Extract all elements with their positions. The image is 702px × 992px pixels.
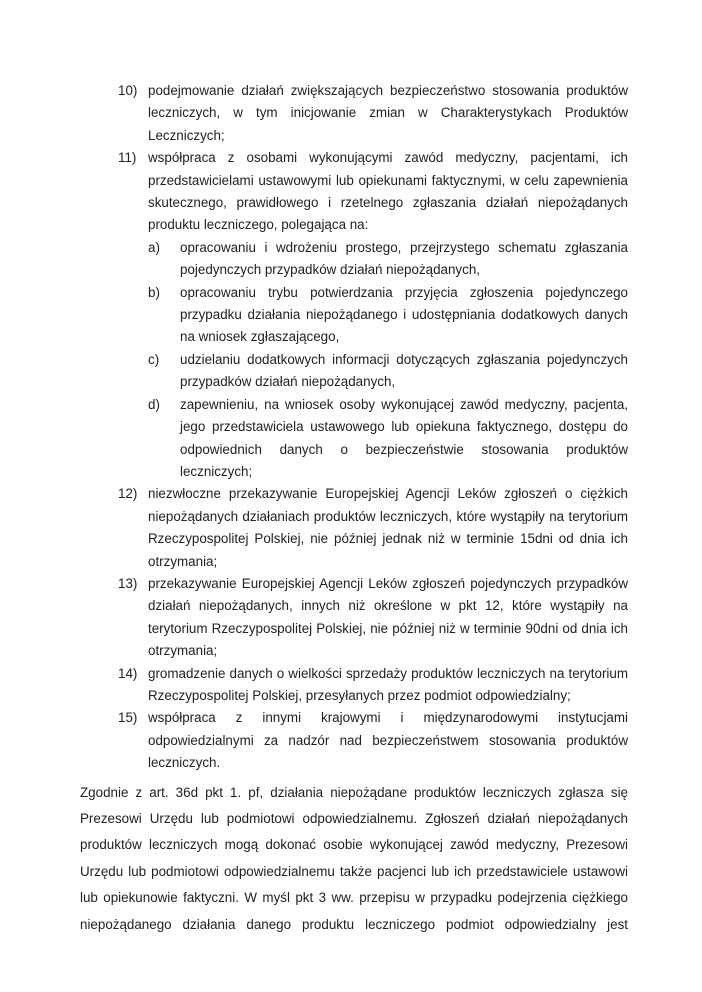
list-item-11-marker: 11) — [118, 150, 137, 166]
list-item-14-marker: 14) — [118, 665, 138, 681]
list-item-12-marker: 12) — [118, 486, 138, 502]
sub-item-a-text: opracowaniu i wdrożeniu prostego, przejrzystego schematu zgłaszania pojedynczych przypadków działań niepożądanych, — [180, 239, 628, 278]
list-item-10 — [80, 80, 628, 147]
list-item-12-text: niezwłoczne przekazywanie Europejskiej Agencji Leków zgłoszeń o ciężkich niepożądanych działaniach produktów leczniczych, które wystąpiły na terytorium Rzeczypospolitej Polskiej, nie później jednak niż w terminie 15dni od dnia ich otrzymania; — [148, 486, 628, 569]
list-item-10-marker: 10) — [118, 83, 138, 98]
sub-item-d — [80, 394, 628, 484]
list-item-11-text: współpraca z osobami wykonującymi zawód medyczny, pacjentami, ich przedstawicielami ustawowymi lub opiekunami faktycznymi, w celu zapewnienia skutecznego, prawidłowego i rzetelnego zgłaszania działań niepożądanych produktu leczniczego, polegająca na: — [148, 150, 628, 233]
sub-item-c-marker: c) — [148, 351, 160, 367]
sub-item-b — [80, 282, 628, 349]
list-item-12 — [80, 483, 628, 573]
sub-item-d-text: zapewnieniu, na wniosek osoby wykonującej zawód medyczny, pacjenta, jego przedstawiciela ustawowego lub opiekuna faktycznego, dostępu do odpowiednich danych o bezpieczeństwie stosowania produktów leczniczych; — [180, 396, 628, 479]
closing-paragraph: Zgodnie z art. 36d pkt 1. pf, działania niepożądane produktów leczniczych zgłasza się Prezesowi Urzędu lub podmiotowi odpowiedzialnemu. Zgłoszeń działań niepożądanych produktów leczniczych mogą dokonać osobie wykonującej zawód medyczny, Prezesowi Urzędu lub podmiotowi odpowiedzialnemu także pacjenci lub ich przedstawiciele ustawowi lub opiekunowie faktyczni. W myśl pkt 3 ww. przepisu w przypadku podejrzenia ciężkiego niepożądanego działania danego produktu leczniczego podmiot odpowiedzialny jest — [80, 784, 628, 932]
sub-item-c-text: udzielaniu dodatkowych informacji dotyczących zgłaszania pojedynczych przypadków działań niepożądanych, — [180, 351, 628, 390]
sub-item-c — [80, 349, 628, 394]
list-item-13-text: przekazywanie Europejskiej Agencji Leków zgłoszeń pojedynczych przypadków działań niepożądanych, innych niż określone w pkt 12, które wystąpiły na terytorium Rzeczypospolitej Polskiej, nie później niż w terminie 90dni od dnia ich otrzymania; — [148, 575, 628, 659]
sub-item-d-marker: d) — [148, 396, 160, 412]
list-item-15 — [80, 707, 628, 774]
list-item-15-text: współpraca z innymi krajowymi i międzynarodowymi instytucjami odpowiedzialnymi za nadzór nad bezpieczeństwem stosowania produktów leczniczych. — [148, 710, 628, 771]
sub-item-b-text: opracowaniu trybu potwierdzania przyjęcia zgłoszenia pojedynczego przypadku działania niepożądanego i udostępniania dodatkowych danych na wniosek zgłaszającego, — [180, 284, 628, 345]
sub-item-a-marker: a) — [148, 239, 160, 255]
list-item-10-text: podejmowanie działań zwiększających bezpieczeństwo stosowania produktów leczniczych, w tym inicjowanie zmian w Charakterystykach Produktów Leczniczych; — [148, 83, 628, 143]
sub-item-b-marker: b) — [148, 284, 160, 300]
list-item-15-marker: 15) — [118, 710, 138, 726]
list-item-13-marker: 13) — [118, 575, 138, 591]
sub-item-a — [80, 237, 628, 282]
list-item-11 — [80, 147, 628, 237]
list-item-13 — [80, 573, 628, 663]
list-item-14-text: gromadzenie danych o wielkości sprzedaży produktów leczniczych na terytorium Rzeczypospolitej Polskiej, przesyłanych przez podmiot odpowiedzialny; — [148, 665, 628, 703]
list-item-14 — [80, 663, 628, 708]
document-body — [80, 80, 628, 938]
